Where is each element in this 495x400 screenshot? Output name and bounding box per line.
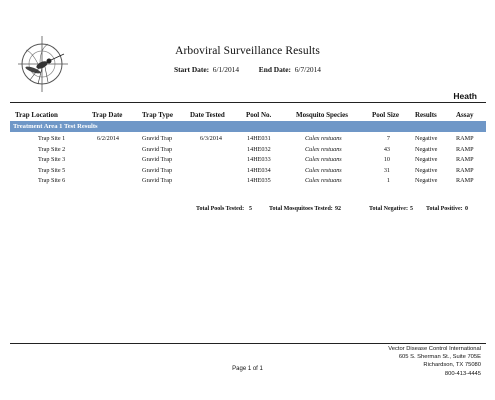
- cell-assay: RAMP: [456, 156, 474, 164]
- table-row: [10, 146, 486, 156]
- cell-species: Culex restuans: [305, 145, 342, 153]
- col-trap-location: Trap Location: [15, 111, 58, 119]
- col-results: Results: [415, 111, 437, 119]
- col-trap-date: Trap Date: [92, 111, 123, 119]
- cell-location: Trap Site 5: [38, 166, 66, 174]
- org-phone: 800-413-4445: [444, 370, 481, 377]
- cell-result: Negative: [415, 145, 438, 153]
- end-date-label: End Date:: [258, 65, 292, 74]
- cell-pool-size: 31: [383, 166, 390, 174]
- col-date-tested: Date Tested: [190, 111, 225, 119]
- end-date-value: 6/7/2014: [294, 65, 321, 74]
- cell-trap-date: 6/2/2014: [97, 135, 120, 142]
- start-date-label: Start Date:: [173, 65, 210, 74]
- cell-pool-no: 14HE035: [247, 177, 271, 185]
- total-negative-value: 5: [410, 206, 413, 212]
- report-title: Arboviral Surveillance Results: [175, 45, 320, 57]
- date-range: [0, 65, 495, 74]
- cell-date-tested: 6/3/2014: [200, 135, 223, 142]
- cell-pool-no: 14HE033: [247, 156, 271, 164]
- mosquito-crosshair-logo-icon: [18, 34, 70, 94]
- total-positive-label: Total Positive:: [426, 206, 463, 212]
- cell-pool-size: 43: [383, 145, 390, 153]
- org-name: Vector Disease Control International: [388, 346, 481, 352]
- site-name: Heath: [453, 91, 477, 101]
- col-assay: Assay: [456, 111, 474, 119]
- cell-pool-no: 14HE034: [247, 166, 271, 174]
- cell-pool-size: 7: [386, 135, 390, 142]
- cell-location: Trap Site 2: [38, 145, 66, 153]
- section-title: Treatment Area 1 Test Results: [13, 123, 98, 130]
- cell-assay: RAMP: [456, 135, 474, 142]
- cell-result: Negative: [415, 166, 438, 174]
- cell-species: Culex restuans: [305, 177, 342, 185]
- cell-trap-type: Gravid Trap: [142, 145, 173, 153]
- col-pool-no: Pool No.: [246, 111, 272, 119]
- org-city: Richardson, TX 75080: [423, 362, 481, 369]
- table-header: [10, 111, 486, 121]
- col-pool-size: Pool Size: [372, 111, 400, 119]
- header-top-rule: [10, 102, 486, 103]
- cell-result: Negative: [415, 135, 438, 142]
- cell-species: Culex restuans: [305, 135, 342, 142]
- total-pools-value: 5: [249, 206, 252, 212]
- footer-rule: [10, 343, 486, 344]
- table-row: [10, 167, 486, 177]
- cell-assay: RAMP: [456, 166, 474, 174]
- cell-location: Trap Site 6: [38, 177, 66, 185]
- cell-pool-size: 10: [383, 156, 390, 164]
- start-date-value: 6/1/2014: [212, 65, 240, 74]
- cell-pool-no: 14HE032: [247, 145, 271, 153]
- section-band: [10, 121, 486, 132]
- cell-result: Negative: [415, 177, 438, 185]
- total-mosquitoes-label: Total Mosquitoes Tested:: [269, 206, 333, 212]
- cell-location: Trap Site 1: [38, 135, 66, 142]
- cell-pool-size: 1: [386, 177, 390, 185]
- cell-pool-no: 14HE031: [247, 135, 271, 142]
- cell-trap-type: Gravid Trap: [142, 135, 173, 142]
- page-number: Page 1 of 1: [232, 366, 263, 372]
- cell-trap-type: Gravid Trap: [142, 156, 173, 164]
- cell-species: Culex restuans: [305, 166, 342, 174]
- cell-species: Culex restuans: [305, 156, 342, 164]
- total-mosquitoes-value: 92: [335, 206, 341, 212]
- table-row: [10, 156, 486, 166]
- col-mosquito-species: Mosquito Species: [296, 111, 348, 119]
- cell-assay: RAMP: [456, 177, 474, 185]
- org-street: 605 S. Sherman St., Suite 705E: [398, 354, 481, 361]
- col-trap-type: Trap Type: [142, 111, 173, 119]
- cell-trap-type: Gravid Trap: [142, 177, 173, 185]
- table-row: [10, 177, 486, 187]
- total-negative-label: Total Negative:: [369, 206, 408, 212]
- total-pools-label: Total Pools Tested:: [196, 206, 245, 212]
- total-positive-value: 0: [465, 206, 468, 212]
- table-row: [10, 135, 486, 145]
- cell-assay: RAMP: [456, 145, 474, 153]
- cell-trap-type: Gravid Trap: [142, 166, 173, 174]
- footer-address: [388, 345, 481, 378]
- cell-location: Trap Site 3: [38, 156, 66, 164]
- cell-result: Negative: [415, 156, 438, 164]
